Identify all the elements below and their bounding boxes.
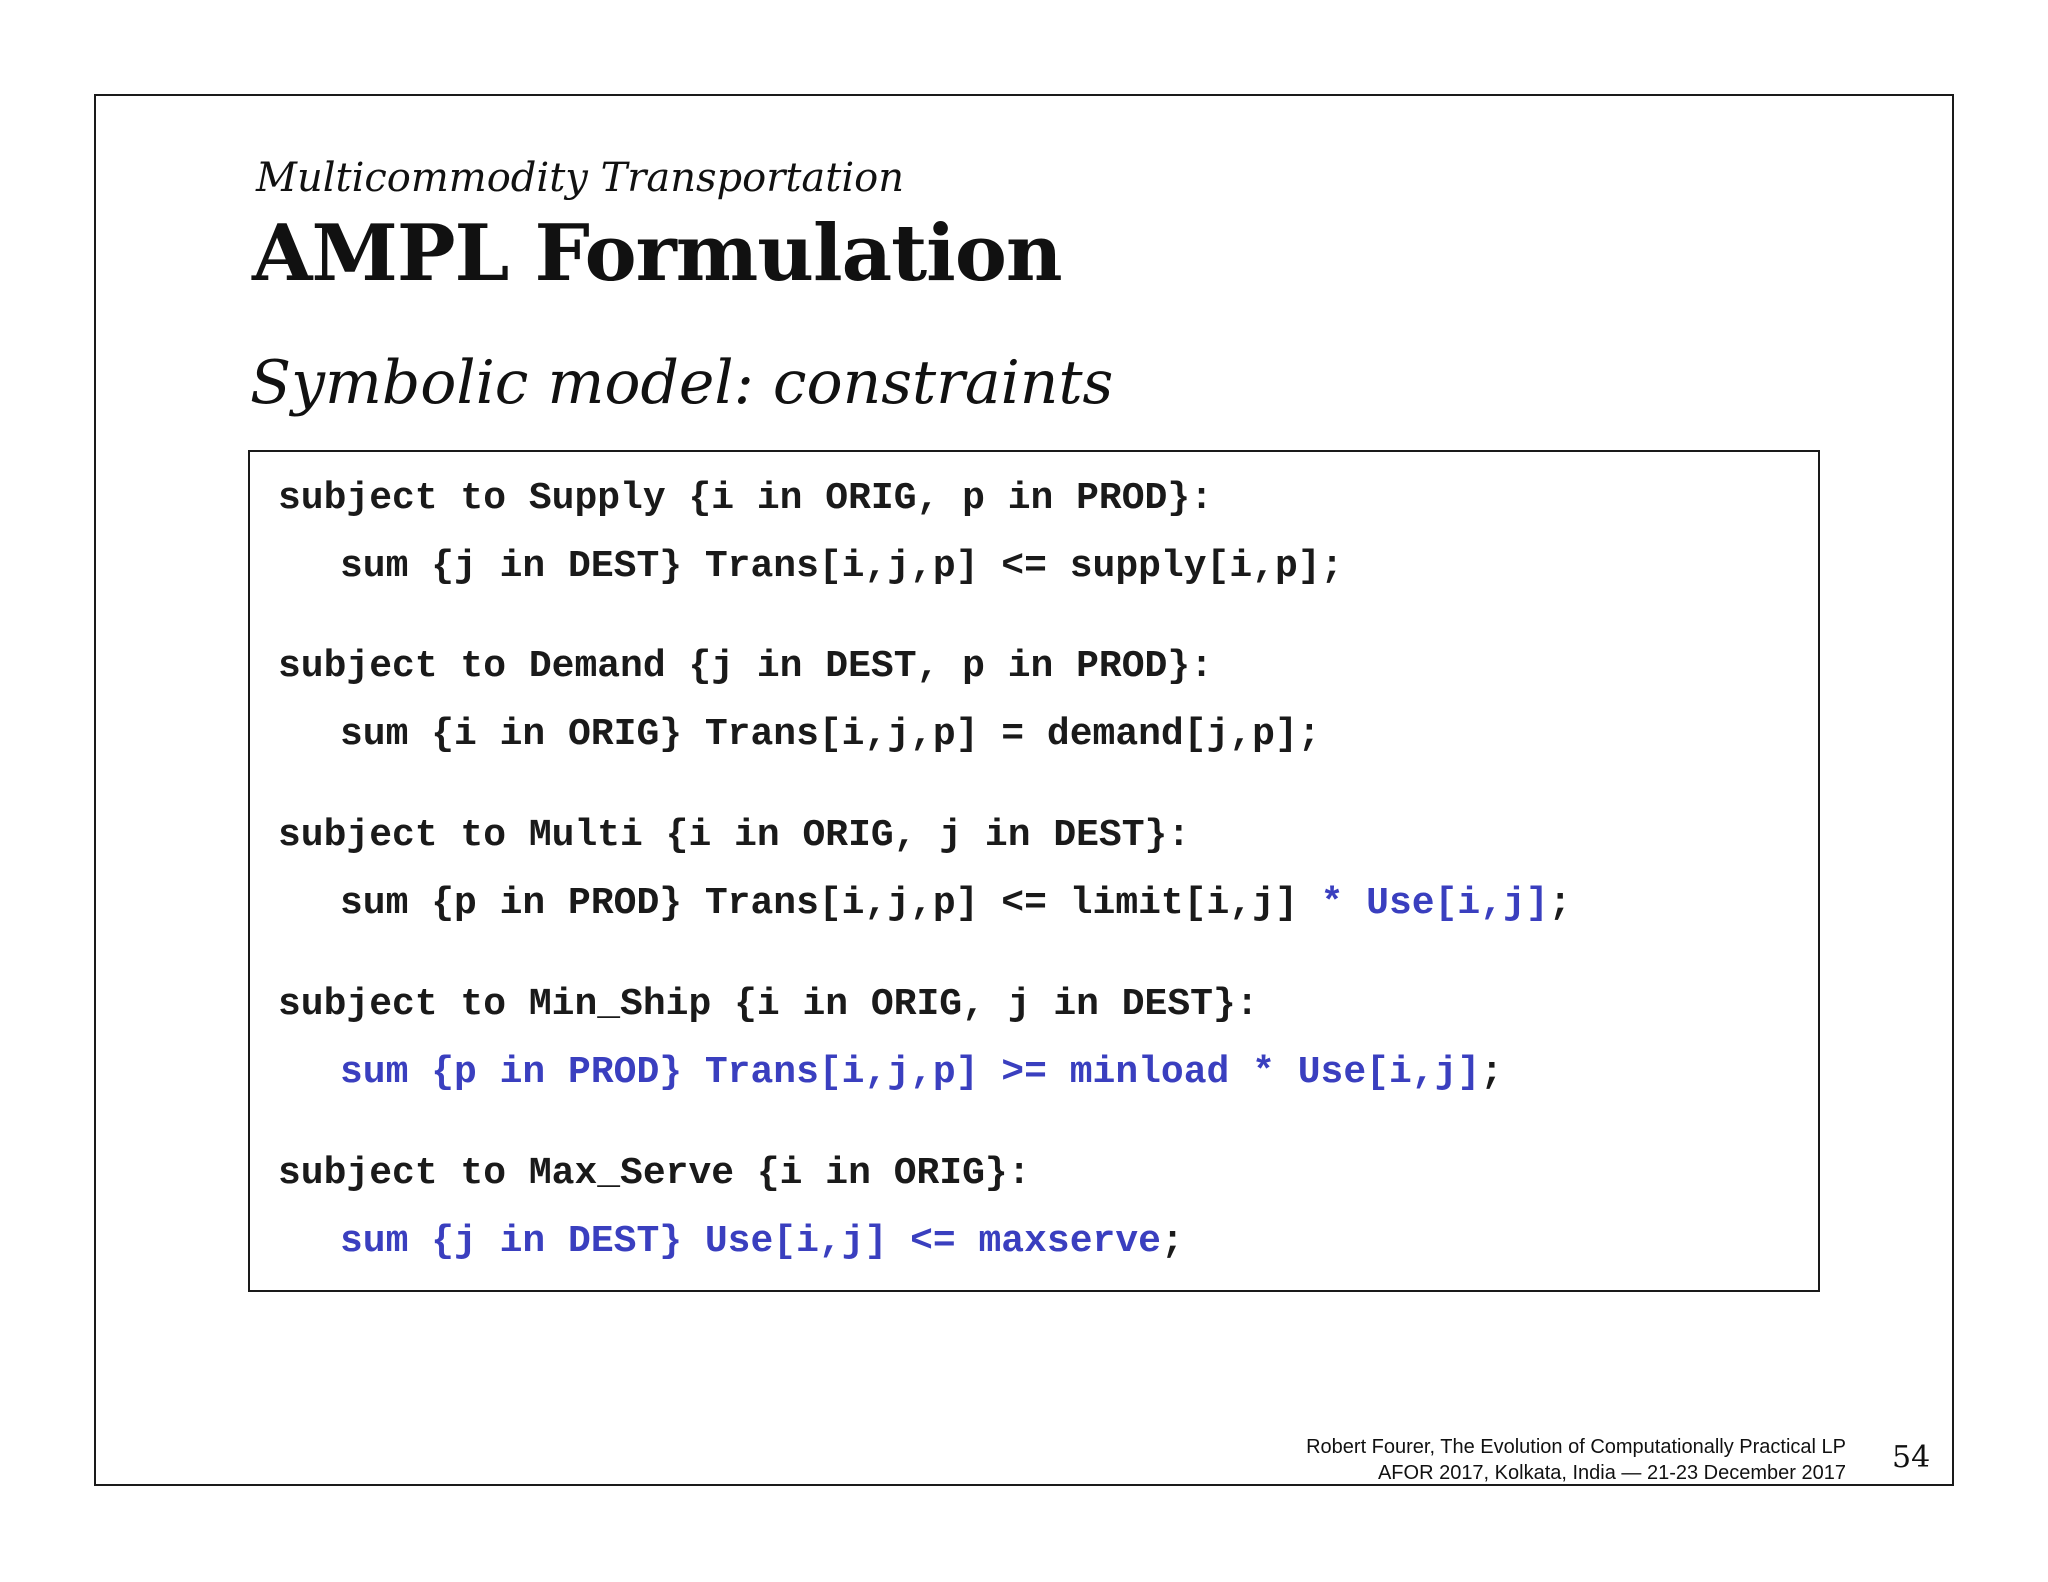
footer-line-2: AFOR 2017, Kolkata, India — 21-23 December 2017: [1377, 1462, 1846, 1484]
multi-body-plain: sum {p in PROD} Trans[i,j,p] <= limit[i,j]: [340, 882, 1321, 925]
multi-constraint-body: [340, 882, 1572, 925]
demand-constraint-header: subject to Demand {j in DEST, p in PROD}:: [278, 645, 1213, 688]
multi-constraint-header: subject to Multi {i in ORIG, j in DEST}:: [278, 814, 1191, 857]
minship-constraint-header: subject to Min_Ship {i in ORIG, j in DEST}:: [278, 983, 1259, 1026]
demand-constraint-body: sum {i in ORIG} Trans[i,j,p] = demand[j,p];: [340, 713, 1321, 756]
supply-constraint-header: subject to Supply {i in ORIG, p in PROD}:: [278, 477, 1213, 520]
minship-constraint-body: [340, 1051, 1503, 1094]
minship-body-end: ;: [1480, 1051, 1503, 1094]
page-title: AMPL Formulation: [252, 208, 1062, 299]
code-block: [248, 450, 1820, 1292]
footer-citation: [1306, 1434, 1846, 1486]
section-label: Multicommodity Transportation: [256, 155, 904, 201]
multi-body-end: ;: [1548, 882, 1572, 925]
maxserve-constraint-header: subject to Max_Serve {i in ORIG}:: [278, 1152, 1031, 1195]
maxserve-body-end: ;: [1160, 1220, 1184, 1263]
maxserve-constraint-body: [340, 1220, 1184, 1263]
footer-line-1: Robert Fourer, The Evolution of Computationally Practical LP: [1306, 1436, 1846, 1458]
slide-subtitle: Symbolic model: constraints: [250, 348, 1114, 418]
maxserve-body-highlight: sum {j in DEST} Use[i,j] <= maxserve: [340, 1220, 1161, 1263]
multi-body-highlight: * Use[i,j]: [1320, 882, 1549, 925]
minship-body-highlight: sum {p in PROD} Trans[i,j,p] >= minload * Use[i,j]: [340, 1051, 1481, 1094]
page-number: 54: [1892, 1440, 1931, 1475]
supply-constraint-body: sum {j in DEST} Trans[i,j,p] <= supply[i,p];: [340, 545, 1344, 588]
